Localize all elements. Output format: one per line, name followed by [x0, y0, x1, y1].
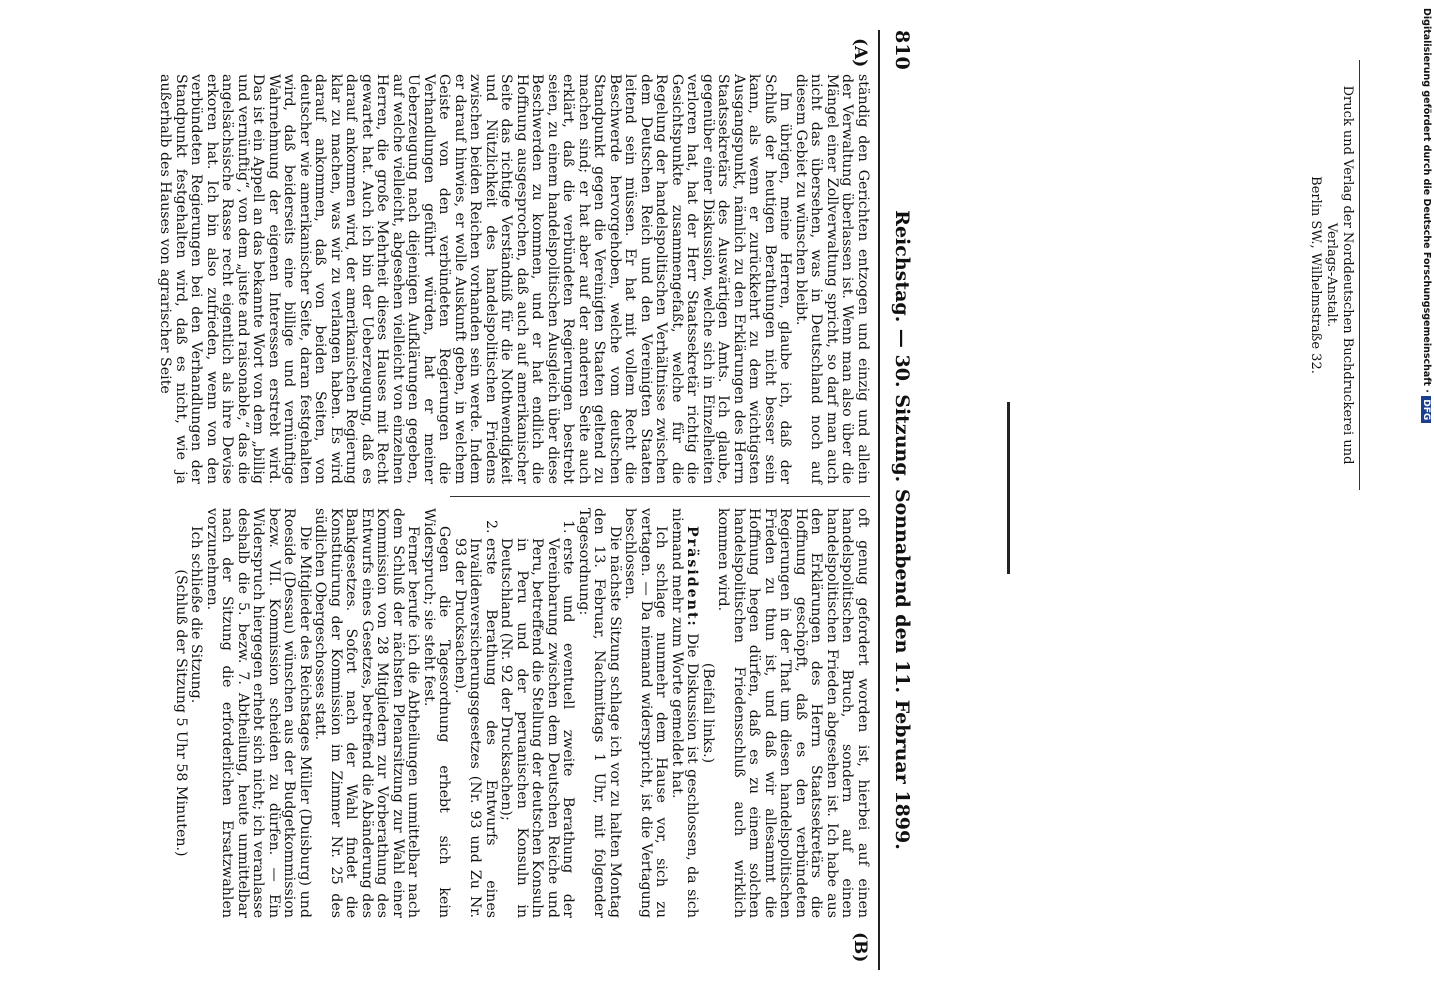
paragraph: Im übrigen, meine Herren, glaube ich, daß der Schluß der heutigen Berathungen nicht besser sein kann, als wenn er zurückkehrt zu dem wichtigsten Ausgangspunkt, nämlich zu den Erklärungen des Herrn Staatssekretärs des Auswärtigen Amts. Ich glaube, gegenüber einer Diskussion, welche sich in Einzelheiten verloren hat, hat der Herr Staatssekretär richtig die Gesichtspunkte zusammengefaßt, welche für die Regelung der handelspolitischen Verhältnisse zwischen dem Deutschen Reich und den Vereinigten Staaten leitend sein müssen. Er hat mit vollem Recht die Beschwerde hervorgehoben, welche vom deutschen Standpunkt gegen die Vereinigten Staaten geltend zu machen sind; er hat aber auf der anderen Seite auch erklärt, daß die verbündeten Regierungen bestrebt seien, zu einem handelspolitischen Ausgleich über diese Beschwerden zu kommen, und er hat endlich die Hoffnung ausgesprochen, daß auch auf amerikanischer Seite das richtige Verständniß für die Nothwendigkeit und Nützlichkeit des handelspolitischen Friedens zwischen beiden Reichen vorhanden sein werde. Indem er darauf hinwies, er wolle Auskunft geben, in welchem Geiste von den verbündeten Regierungen die Verhandlungen geführt würden, hat er meiner Ueberzeugung nach diejenigen Aufklärungen gegeben, auf welche vielleicht, abgesehen vielleicht von einzelnen Herren, die große Mehrheit dieses Hauses mit Recht gewartet hat. Auch ich bin der Ueberzeugung, daß es darauf ankommen wird, der amerikanischen Regierung klar zu machen, was wir zu verlangen haben. Es wird darauf ankommen, daß von beiden Seiten, von deutscher wie amerikanischer Seite, daran festgehalten wird, daß beiderseits eine billige und vernünftige Wahrnehmung der eigenen Interessen erstrebt wird. Das ist ein Appell an das bekannte Wort von dem „billig und vernünftig“, von dem „juste and raisonable,“ das die angelsächsische Rasse recht eigentlich als ihre Devise erkoren hat. Ich bin also zufrieden, wenn von den verbündeten Regierungen bei den Verhandlungen der Standpunkt festgehalten wird, daß es nicht, wie ja außerhalb des Hauses von agrarischer Seite [157, 74, 794, 484]
digitization-credit [1418, 8, 1432, 688]
page-number: 810 [891, 30, 913, 70]
paragraph: Gegen die Tagesordnung erhebt sich kein Widerspruch; sie steht fest. [421, 508, 453, 918]
agenda-item: 2. erste Berathung des Entwurfs eines Invalidenversicherungsgesetzes (Nr. 93 und Zu Nr. 93 der Drucksachen). [452, 538, 499, 918]
session-end-note: (Schluß der Sitzung 5 Uhr 58 Minuten.) [173, 569, 189, 857]
speaker-label: Präsident: [684, 526, 701, 628]
imprint-line: Druck und Verlag der Norddeutschen Buchdruckerei und Verlags-Anstalt. [1324, 85, 1355, 465]
printer-imprint [1308, 60, 1360, 490]
vertical-rule [1007, 402, 1010, 574]
applause-note: (Beifall links.) [700, 662, 716, 764]
paragraph [669, 508, 700, 918]
header-rule [878, 30, 880, 970]
credit-text: Digitalisierung gefördert durch die Deutsche Forschungsgemeinschaft [1421, 8, 1432, 386]
paragraph: Die Mitglieder des Reichstages Müller (Duisburg) und Roeside (Dessau) wünschen aus der Budgetkommission bezw. VII. Kommission scheiden zu dürfen. — Ein Widerspruch hiergegen erhebt sich nicht; ich veranlasse deshalb die 5. bezw. 7. Abtheilung, heute unmittelbar nach der Sitzung die erforderlichen Ersatzwahlen vorzunehmen. [204, 508, 313, 918]
page-title: Reichstag. — 30. Sitzung. Sonnabend den 11. Februar 1899. [891, 210, 913, 850]
paragraph: oft genug gefordert worden ist, hierbei auf einen handelspolitischen Bruch, sondern auf einen handelspolitischen Frieden abgesehen ist. Ich habe aus den Erklärungen des Herrn Staatssekretärs die Hoffnung geschöpft, daß es den verbündeten Regierungen in der That um diesen handelspolitischen Frieden zu thun ist, und daß wir allesammt die Hoffnung hegen dürfen, daß es zu einem solchen handelspolitischen Friedensschluß auch wirklich kommen wird. [715, 508, 871, 918]
paragraph: Die nächste Sitzung schlage ich vor zu halten Montag den 13. Februar, Nachmittags 1 Uhr, mit folgender Tagesordnung: [576, 508, 623, 918]
paragraph: Ferner berufe ich die Abtheilungen unmittelbar nach dem Schluß der nächsten Plenarsitzung zur Wahl einer Kommission von 28 Mitgliedern zur Vorberathung des Entwurfs eines Gesetzes, betreffend die Abänderung des Bankgesetzes. Sofort nach der Wahl findet die Konstituirung der Kommission im Zimmer Nr. 25 des südlichen Obergeschosses statt. [312, 508, 422, 918]
dfg-logo: DFG [1421, 396, 1431, 423]
margin-marker-a: (A) [850, 38, 870, 68]
document-body [40, 30, 920, 970]
paragraph: ständig den Gerichten entzogen und einzig und allein der Verwaltung überlassen ist. Wenn man also über die Mängel einer Zollverwaltung spricht, so darf man auch nicht das übersehen, was in Deutschland noch auf diesem Gebiet zu wünschen bleibt. [793, 74, 871, 484]
speaker-text: Die Diskussion ist geschlossen, da sich niemand mehr zum Worte gemeldet hat. [669, 508, 701, 918]
right-column [173, 508, 871, 918]
agenda-list [452, 508, 576, 918]
paragraph: Ich schlage nunmehr dem Hause vor, sich zu vertagen. — Da niemand widerspricht, ist die Vertagung beschlossen. [622, 508, 670, 918]
imprint-line: Berlin SW., Wilhelmstraße 32. [1308, 176, 1323, 374]
column-divider [450, 496, 870, 497]
agenda-item: 1. erste und eventuell zweite Berathung der Vereinbarung zwischen dem Deutschen Reiche und Peru, betreffend die Stellung der deutschen Konsuln in Peru und der peruanischen Konsuln in Deutschland (Nr. 92 der Drucksachen); [498, 538, 576, 918]
margin-marker-b: (B) [850, 932, 870, 963]
paragraph: Ich schließe die Sitzung. [188, 526, 205, 704]
page-header [884, 30, 920, 970]
credit-separator: · [1421, 389, 1432, 397]
left-column [157, 74, 870, 484]
